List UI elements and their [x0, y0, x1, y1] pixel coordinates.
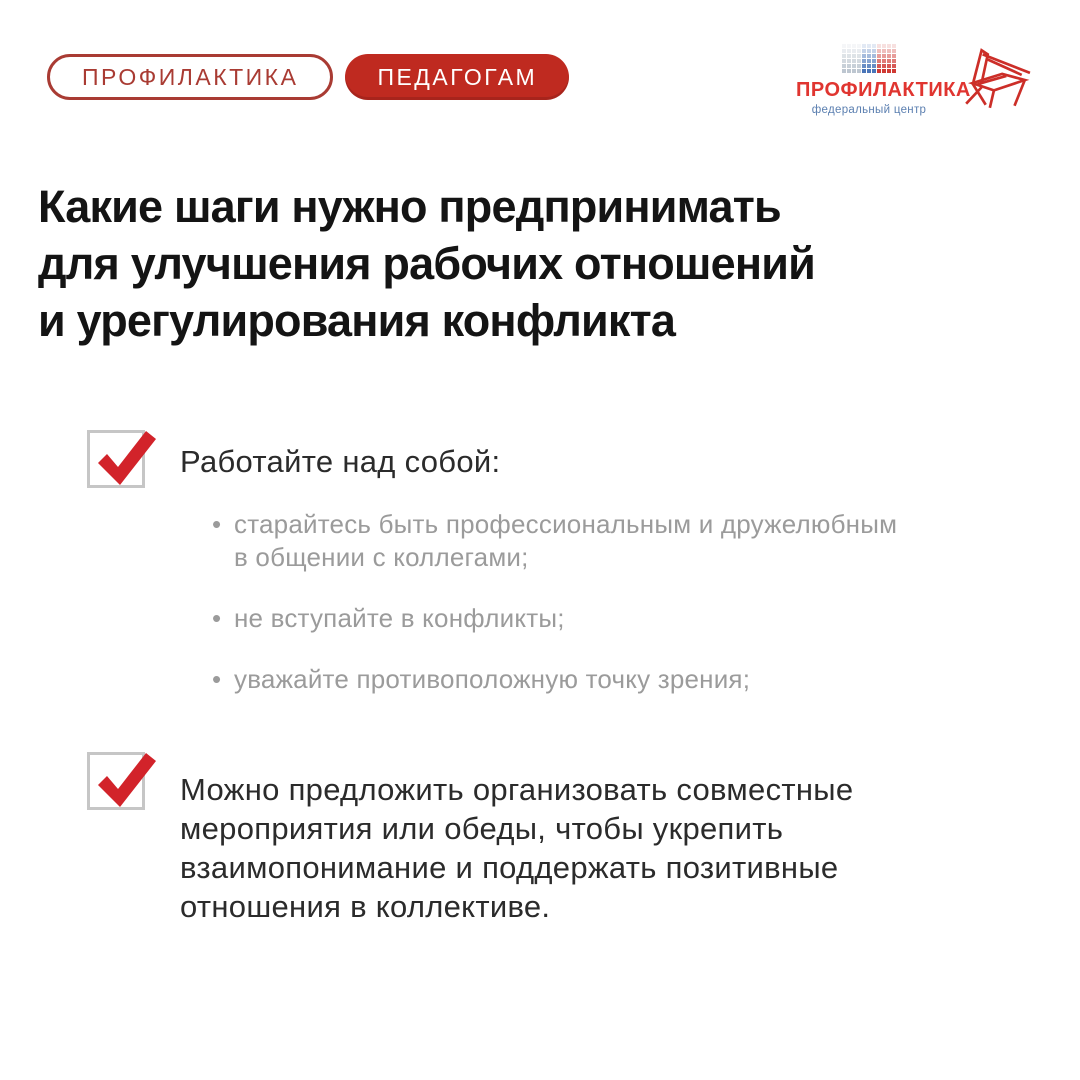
checkmark-icon [84, 741, 162, 819]
item-2-text: Можно предложить организовать совместные мероприятия или обеды, чтобы укрепить взаимопонимание и поддержать позитивные отношения в коллективе. [180, 772, 854, 924]
page-title-line2: для улучшения рабочих отношений [38, 238, 815, 289]
bullet-3: • уважайте противоположную точку зрения; [212, 663, 912, 696]
bullet-1: • старайтесь быть профессиональным и дружелюбным в общении с коллегами; [212, 508, 912, 574]
logo [796, 44, 971, 116]
page-title [38, 178, 815, 349]
logo-subtitle: федеральный центр [811, 104, 927, 116]
chair-sketch-icon [960, 44, 1032, 112]
item-1-bullets [212, 508, 912, 724]
item-1-title: Работайте над собой: [180, 444, 501, 479]
logo-mosaic-icon [842, 44, 896, 73]
checkbox-item-1[interactable] [87, 430, 145, 488]
page-title-line1: Какие шаги нужно предпринимать [38, 181, 781, 232]
header-badges [47, 54, 569, 100]
checkbox-item-2[interactable] [87, 752, 145, 810]
bullet-2: • не вступайте в конфликты; [212, 602, 912, 635]
checkmark-icon [84, 419, 162, 497]
logo-title: ПРОФИЛАКТИКА [796, 79, 971, 101]
badge-pedagogam[interactable]: ПЕДАГОГАМ [345, 54, 569, 100]
badge-profilaktika[interactable]: ПРОФИЛАКТИКА [47, 54, 333, 100]
page-title-line3: и урегулирования конфликта [38, 295, 676, 346]
